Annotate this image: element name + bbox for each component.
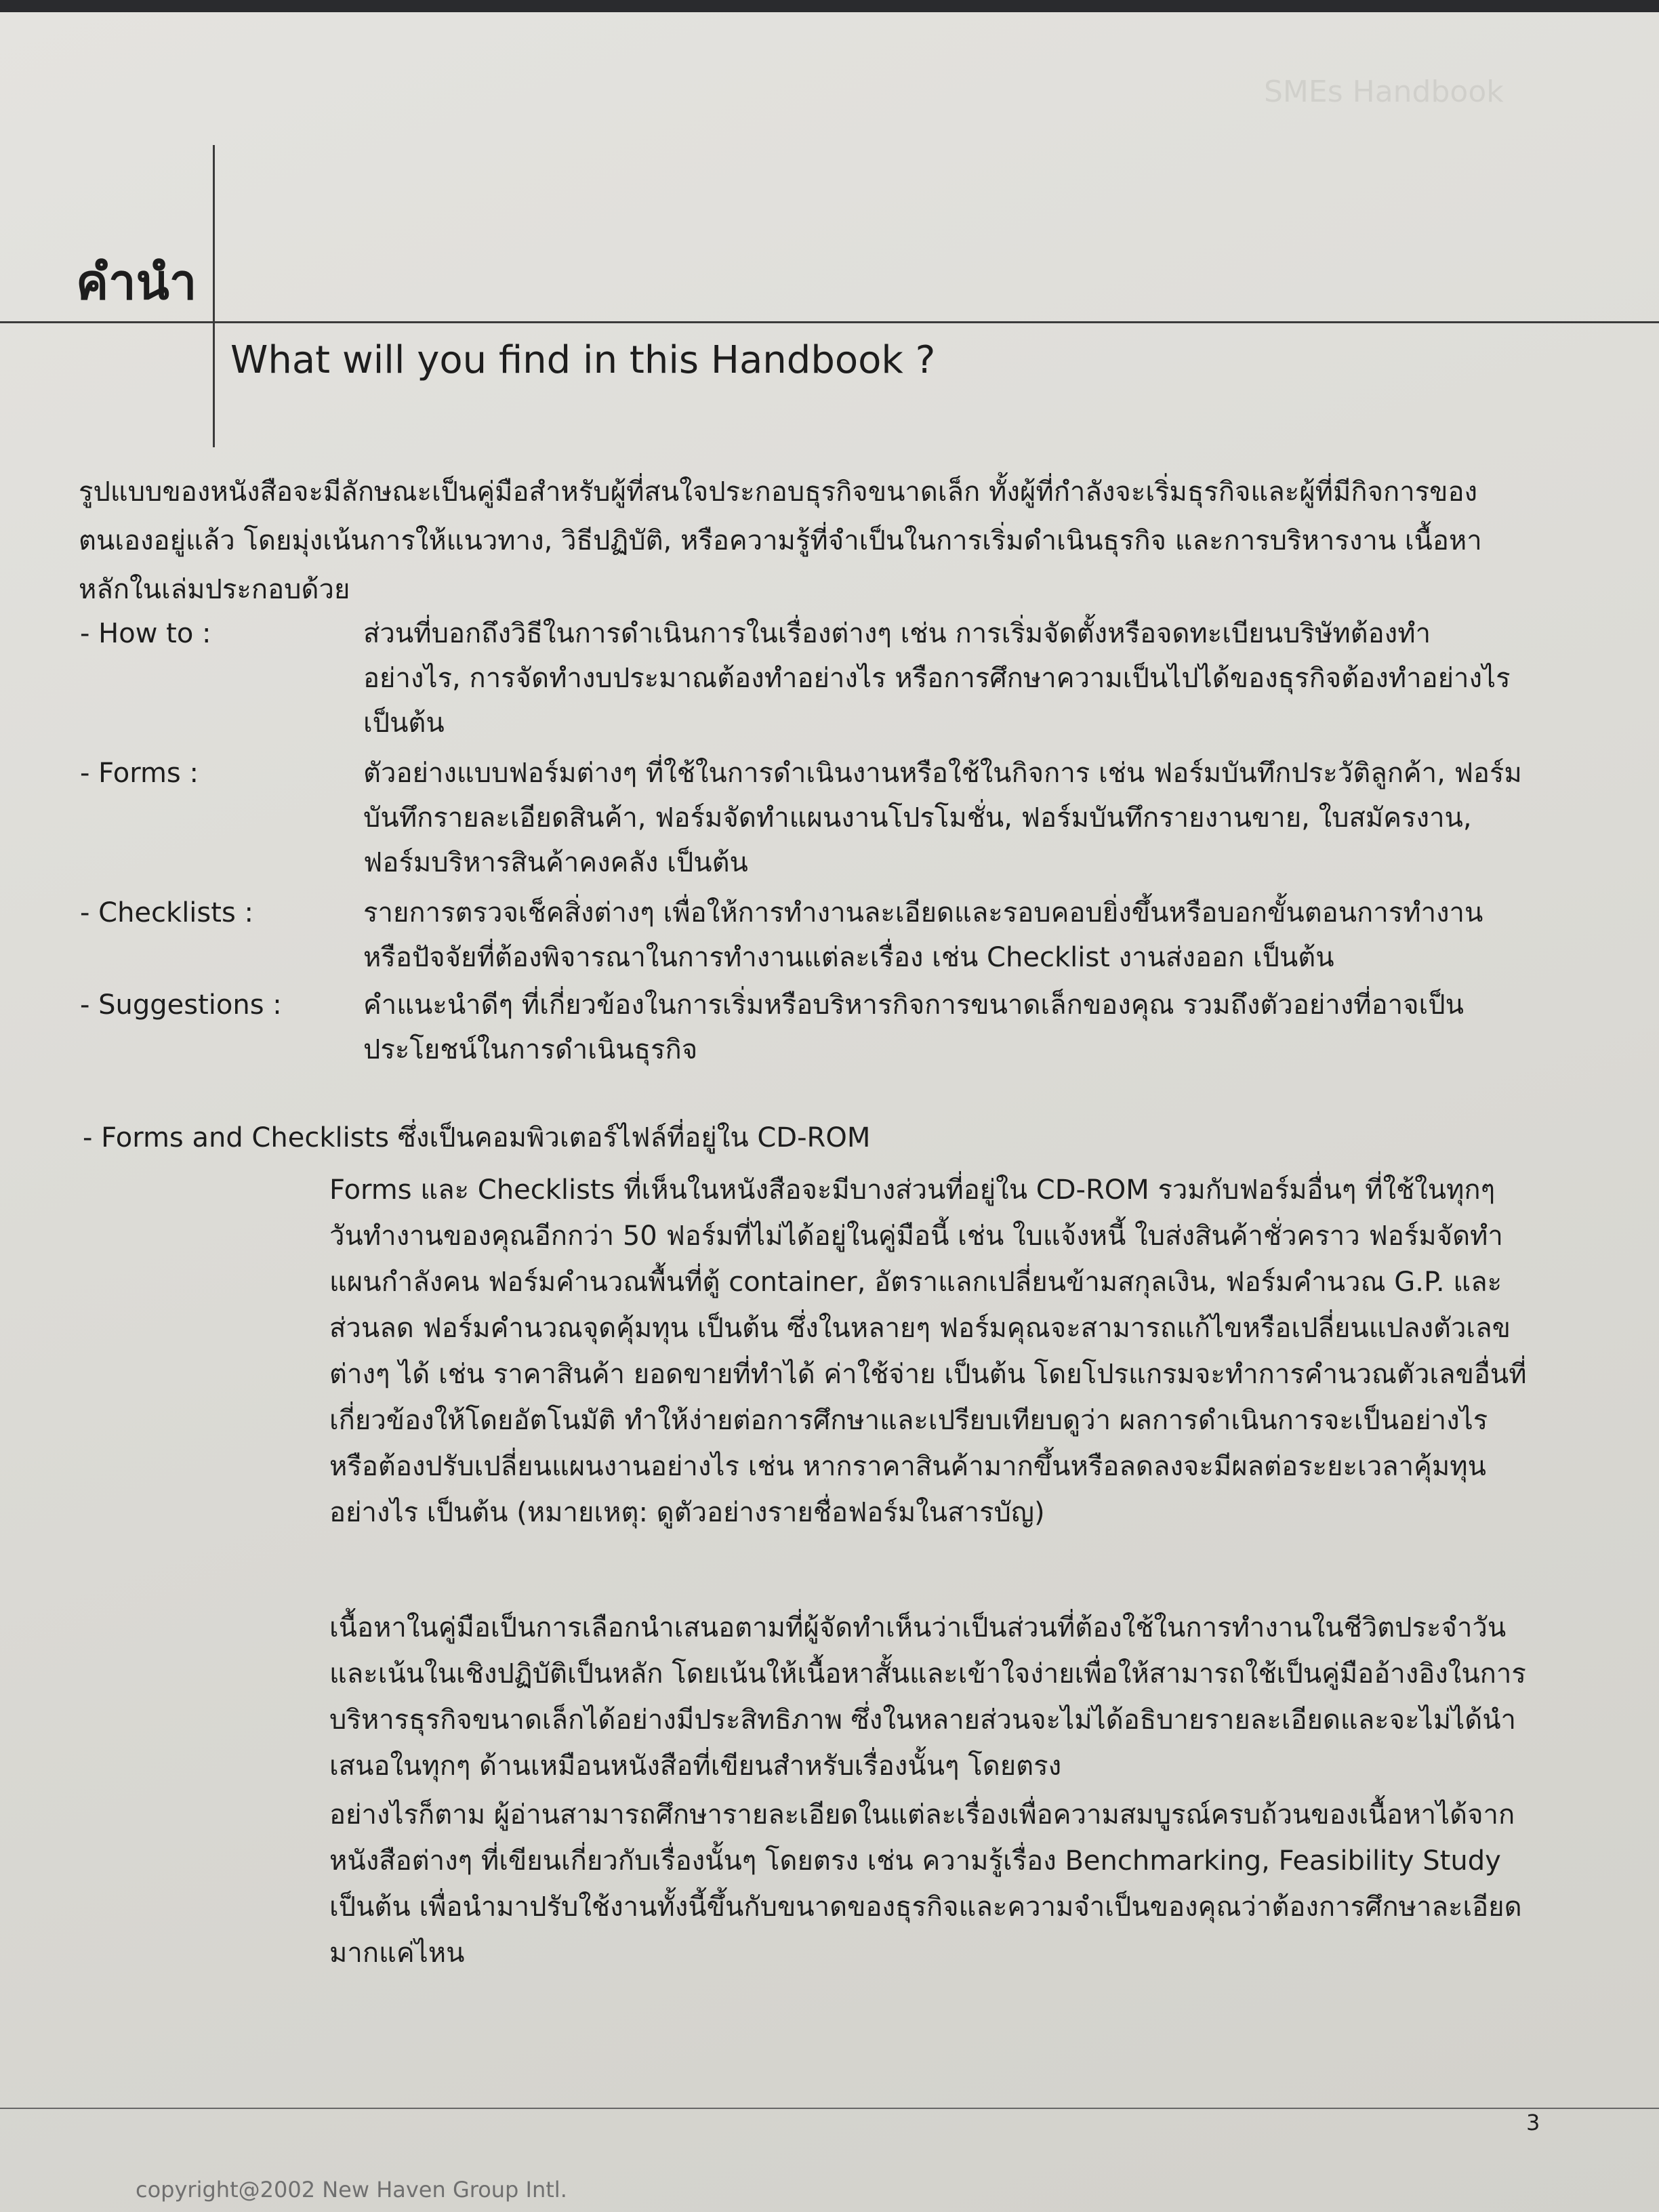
content-paragraph: เนื้อหาในคู่มือเป็นการเลือกนำเสนอตามที่ผู้จัดทำเห็นว่าเป็นส่วนที่ต้องใช้ในการทำงานในชีวิตประจำวันและเน้นในเชิงปฏิบัติเป็นหลัก โดยเน้นให้เนื้อหาสั้นและเข้าใจง่ายเพื่อให้สามารถใช้เป็นคู่มืออ้างอิงในการบริหารธุรกิจขนาดเล็กได้อย่างมีประสิทธิภาพ ซึ่งในหลายส่วนจะไม่ได้อธิบายรายละเอียดและจะไม่ได้นำเสนอในทุกๆ ด้านเหมือนหนังสือที่เขียนสำหรับเรื่องนั้นๆ โดยตรง: [329, 1612, 1526, 1782]
list-item-description: คำแนะนำดีๆ ที่เกี่ยวข้องในการเริ่มหรือบริหารกิจการขนาดเล็กของคุณ รวมถึงตัวอย่างที่อาจเป็นประโยชน์ในการดำเนินธุรกิจ: [363, 989, 1464, 1065]
forms-checklists-paragraph: Forms และ Checklists ที่เห็นในหนังสือจะมีบางส่วนที่อยู่ใน CD-ROM รวมกับฟอร์มอื่นๆ ที่ใช้ในทุกๆ วันทำงานของคุณอีกกว่า 50 ฟอร์มที่ไม่ได้อยู่ในคู่มือนี้ เช่น ใบแจ้งหนี้ ใบส่งสินค้าชั่วคราว ฟอร์มจัดทำแผนกำลังคน ฟอร์มคำนวณพื้นที่ตู้ container, อัตราแลกเปลี่ยนข้ามสกุลเงิน, ฟอร์มคำนวณ G.P. และส่วนลด ฟอร์มคำนวณจุดคุ้มทุน เป็นต้น ซึ่งในหลายๆ ฟอร์มคุณจะสามารถแก้ไขหรือเปลี่ยนแปลงตัวเลขต่างๆ ได้ เช่น ราคาสินค้า ยอดขายที่ทำได้ ค่าใช้จ่าย เป็นต้น โดยโปรแกรมจะทำการคำนวณตัวเลขอื่นที่เกี่ยวข้องให้โดยอัตโนมัติ ทำให้ง่ายต่อการศึกษาและเปรียบเทียบดูว่า ผลการดำเนินการจะเป็นอย่างไร หรือต้องปรับเปลี่ยนแผนงานอย่างไร เช่น หากราคาสินค้ามากขึ้นหรือลดลงจะมีผลต่อระยะเวลาคุ้มทุนอย่างไร เป็นต้น (หมายเหตุ: ดูตัวอย่างรายชื่อฟอร์มในสารบัญ): [329, 1174, 1527, 1528]
forms-checklists-cd-label: - Forms and Checklists ซึ่งเป็นคอมพิวเตอร์ไฟล์ที่อยู่ใน CD-ROM: [83, 1122, 871, 1153]
list-item-term: - Forms :: [80, 758, 199, 789]
handbook-page: [0, 12, 1659, 2212]
list-item-description: ตัวอย่างแบบฟอร์มต่างๆ ที่ใช้ในการดำเนินงานหรือใช้ในกิจการ เช่น ฟอร์มบันทึกประวัติลูกค้า, ฟอร์มบันทึกรายละเอียดสินค้า, ฟอร์มจัดทำแผนงานโปรโมชั่น, ฟอร์มบันทึกรายงานขาย, ใบสมัครงาน, ฟอร์มบริหารสินค้าคงคลัง เป็นต้น: [363, 758, 1522, 878]
list-item-description: ส่วนที่บอกถึงวิธีในการดำเนินการในเรื่องต่างๆ เช่น การเริ่มจัดตั้งหรือจดทะเบียนบริษัทต้องทำอย่างไร, การจัดทำงบประมาณต้องทำอย่างไร หรือการศึกษาความเป็นไปได้ของธุรกิจต้องทำอย่างไร เป็นต้น: [363, 618, 1511, 739]
footer-rule: [0, 2108, 1659, 2109]
copyright-notice: copyright@2002 New Haven Group Intl.: [136, 2177, 567, 2203]
running-title: SMEs Handbook: [1264, 75, 1504, 109]
list-item-term: - Suggestions :: [80, 989, 282, 1021]
vertical-divider: [213, 145, 215, 447]
intro-paragraph: รูปแบบของหนังสือจะมีลักษณะเป็นคู่มือสำหรับผู้ที่สนใจประกอบธุรกิจขนาดเล็ก ทั้งผู้ที่กำลังจะเริ่มธุรกิจและผู้ที่มีกิจการของตนเองอยู่แล้ว โดยมุ่งเน้นการให้แนวทาง, วิธีปฏิบัติ, หรือความรู้ที่จำเป็นในการเริ่มดำเนินธุรกิจ และการบริหารงาน เนื้อหาหลักในเล่มประกอบด้วย: [79, 476, 1482, 605]
page-number: 3: [1526, 2110, 1540, 2135]
list-item-term: - How to :: [80, 618, 211, 649]
further-reading-paragraph: อย่างไรก็ตาม ผู้อ่านสามารถศึกษารายละเอียดในแต่ละเรื่องเพื่อความสมบูรณ์ครบถ้วนของเนื้อหาได้จากหนังสือต่างๆ ที่เขียนเกี่ยวกับเรื่องนั้นๆ โดยตรง เช่น ความรู้เรื่อง Benchmarking, Feasibility Study เป็นต้น เพื่อนำมาปรับใช้งานทั้งนี้ขึ้นกับขนาดของธุรกิจและความจำเป็นของคุณว่าต้องการศึกษาละเอียดมากแค่ไหน: [329, 1799, 1522, 1969]
list-item-term: - Checklists :: [80, 897, 253, 928]
horizontal-divider: [0, 321, 1659, 323]
section-heading-thai: คำนำ: [76, 253, 197, 310]
list-item-description: รายการตรวจเช็คสิ่งต่างๆ เพื่อให้การทำงานละเอียดและรอบคอบยิ่งขึ้นหรือบอกขั้นตอนการทำงาน หรือปัจจัยที่ต้องพิจารณาในการทำงานแต่ละเรื่อง เช่น Checklist งานส่งออก เป็นต้น: [363, 897, 1483, 973]
section-heading-english: What will you find in this Handbook ?: [230, 338, 936, 382]
